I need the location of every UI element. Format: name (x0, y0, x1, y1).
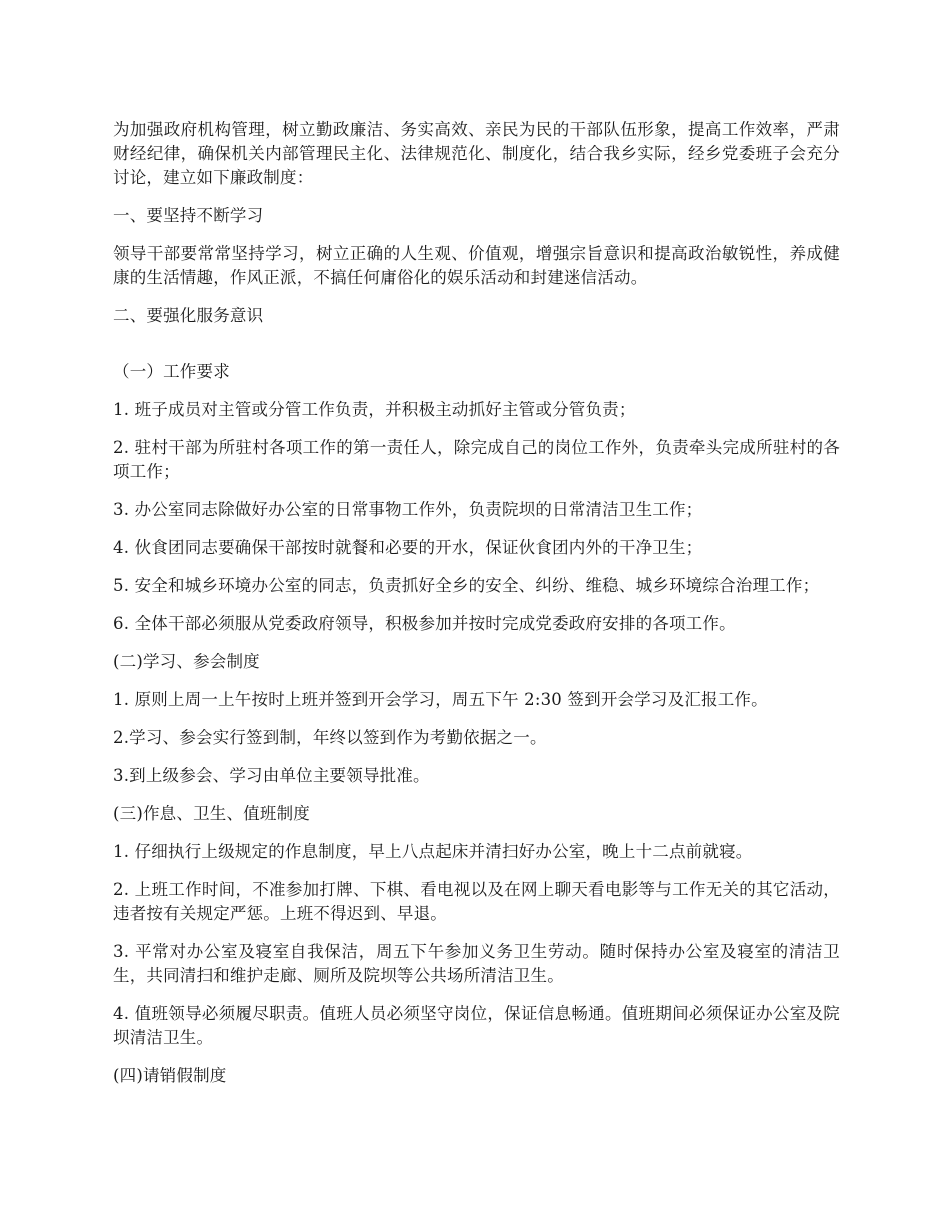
document-body (113, 118, 840, 1088)
list-item: 1. 班子成员对主管或分管工作负责，并积极主动抓好主管或分管负责； (113, 400, 636, 419)
subsection-heading-4: (四)请销假制度 (113, 1066, 227, 1085)
list-item: 2. 驻村干部为所驻村各项工作的第一责任人，除完成自己的岗位工作外，负责牵头完成所驻村的各项工作； (113, 438, 840, 481)
list-item: 4. 伙食团同志要确保干部按时就餐和必要的开水，保证伙食团内外的干净卫生； (113, 538, 703, 557)
list-item: 1. 仔细执行上级规定的作息制度，早上八点起床并清扫好办公室，晚上十二点前就寝。 (113, 842, 753, 861)
list-item: 3.到上级参会、学习由单位主要领导批准。 (113, 766, 430, 785)
list-item: 2. 上班工作时间，不准参加打牌、下棋、看电视以及在网上聊天看电影等与工作无关的其它活动，违者按有关规定严惩。上班不得迟到、早退。 (113, 880, 840, 923)
blank-space (113, 328, 840, 360)
list-item: 3. 办公室同志除做好办公室的日常事物工作外，负责院坝的日常清洁卫生工作； (113, 500, 703, 519)
list-item: 4. 值班领导必须履尽职责。值班人员必须坚守岗位，保证信息畅通。值班期间必须保证办公室及院坝清洁卫生。 (113, 1004, 840, 1047)
section-heading-2: 二、要强化服务意识 (113, 306, 264, 325)
list-item: 3. 平常对办公室及寝室自我保洁，周五下午参加义务卫生劳动。随时保持办公室及寝室的清洁卫生，共同清扫和维护走廊、厕所及院坝等公共场所清洁卫生。 (113, 942, 840, 985)
list-item: 5. 安全和城乡环境办公室的同志，负责抓好全乡的安全、纠纷、维稳、城乡环境综合治理工作； (113, 576, 820, 595)
subsection-heading-3: (三)作息、卫生、值班制度 (113, 804, 310, 823)
section-heading-1: 一、要坚持不断学习 (113, 206, 264, 225)
intro-paragraph: 为加强政府机构管理，树立勤政廉洁、务实高效、亲民为民的干部队伍形象，提高工作效率，严肃财经纪律，确保机关内部管理民主化、法律规范化、制度化，结合我乡实际，经乡党委班子会充分讨论，建立如下廉政制度： (113, 120, 840, 187)
list-item: 1. 原则上周一上午按时上班并签到开会学习，周五下午 2:30 签到开会学习及汇报工作。 (113, 690, 768, 709)
paragraph: 领导干部要常常坚持学习，树立正确的人生观、价值观，增强宗旨意识和提高政治敏锐性，养成健康的生活情趣，作风正派，不搞任何庸俗化的娱乐活动和封建迷信活动。 (113, 244, 840, 287)
list-item: 2.学习、参会实行签到制，年终以签到作为考勤依据之一。 (113, 728, 547, 747)
subsection-heading-2: (二)学习、参会制度 (113, 652, 260, 671)
list-item: 6. 全体干部必须服从党委政府领导，积极参加并按时完成党委政府安排的各项工作。 (113, 614, 736, 633)
subsection-heading-1: （一）工作要求 (113, 362, 230, 381)
